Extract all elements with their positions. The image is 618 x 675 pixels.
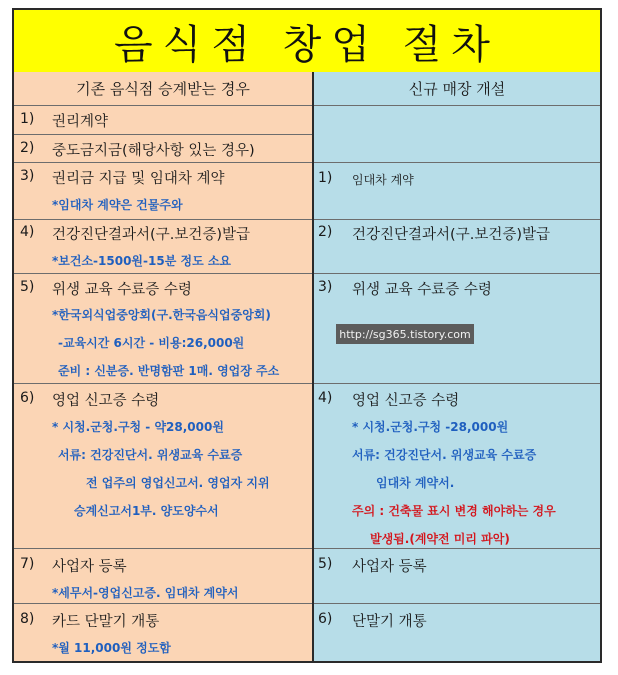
- row-divider: [14, 162, 312, 163]
- step-number: 6): [318, 611, 333, 627]
- step-label: 사업자 등록: [352, 559, 427, 575]
- page-title: 음식점 창업 절차: [14, 10, 600, 74]
- right-column-header: 신규 매장 개설: [314, 72, 600, 106]
- step-warning: 발생됨.(계약전 미리 파악): [370, 532, 510, 546]
- step-label: 건강진단결과서(구.보건증)발급: [352, 227, 551, 243]
- step-label: 카드 단말기 개통: [52, 614, 160, 630]
- step-number: 2): [318, 224, 333, 240]
- step-label: 위생 교육 수료증 수령: [352, 282, 492, 298]
- step-number: 3): [20, 168, 35, 184]
- step-number: 6): [20, 390, 35, 406]
- row-divider: [314, 548, 600, 549]
- row-divider: [314, 273, 600, 274]
- step-note: * 시청.군청.구청 - 약28,000원: [52, 420, 224, 434]
- step-note: * 시청.군청.구청 -28,000원: [352, 420, 509, 434]
- step-number: 5): [318, 556, 333, 572]
- step-label: 중도금지금(해당사항 있는 경우): [52, 143, 255, 159]
- step-number: 2): [20, 140, 35, 156]
- step-label: 영업 신고증 수령: [352, 393, 460, 409]
- step-label: 건강진단결과서(구.보건증)발급: [52, 227, 251, 243]
- step-number: 8): [20, 611, 35, 627]
- step-note: 승계신고서1부. 양도양수서: [74, 504, 219, 518]
- step-label: 위생 교육 수료증 수령: [52, 282, 192, 298]
- row-divider: [14, 383, 312, 384]
- left-column-header: 기존 음식점 승계받는 경우: [14, 72, 312, 106]
- row-divider: [314, 383, 600, 384]
- step-number: 4): [20, 224, 35, 240]
- row-divider: [14, 134, 312, 135]
- step-note: 전 업주의 영업신고서. 영업자 지위: [86, 476, 270, 490]
- watermark-url: http://sg365.tistory.com: [336, 324, 474, 344]
- step-label: 단말기 개통: [352, 614, 427, 630]
- step-note: 서류: 건강진단서. 위생교육 수료증: [58, 448, 243, 462]
- step-label: 권리금 지급 및 임대차 계약: [52, 171, 225, 187]
- step-note: 준비 : 신분증. 반명함판 1매. 영업장 주소: [58, 364, 280, 378]
- row-divider: [314, 162, 600, 163]
- step-note: *한국외식업중앙회(구.한국음식업중앙회): [52, 308, 271, 322]
- step-label: 영업 신고증 수령: [52, 393, 160, 409]
- step-note: -교육시간 6시간 - 비용:26,000원: [58, 336, 245, 350]
- step-note: *임대차 계약은 건물주와: [52, 198, 183, 212]
- step-number: 5): [20, 279, 35, 295]
- step-note: 서류: 건강진단서. 위생교육 수료증: [352, 448, 537, 462]
- step-note: *세무서-영업신고증. 임대차 계약서: [52, 586, 239, 600]
- step-number: 7): [20, 556, 35, 572]
- left-column: [14, 72, 314, 661]
- step-label: 권리계약: [52, 114, 109, 130]
- step-label: 임대차 계약: [352, 173, 414, 187]
- row-divider: [14, 273, 312, 274]
- procedure-table: [12, 8, 602, 663]
- step-note: 임대차 계약서.: [376, 476, 455, 490]
- row-divider: [314, 219, 600, 220]
- row-divider: [14, 603, 312, 604]
- step-note: *보건소-1500원-15분 정도 소요: [52, 254, 232, 268]
- step-number: 4): [318, 390, 333, 406]
- step-note: *월 11,000원 정도함: [52, 641, 171, 655]
- step-warning: 주의 : 건축물 표시 변경 해야하는 경우: [352, 504, 556, 518]
- row-divider: [14, 548, 312, 549]
- step-number: 1): [20, 111, 35, 127]
- step-number: 3): [318, 279, 333, 295]
- right-column: [314, 72, 600, 661]
- step-label: 사업자 등록: [52, 559, 127, 575]
- row-divider: [314, 603, 600, 604]
- row-divider: [14, 219, 312, 220]
- step-number: 1): [318, 170, 333, 186]
